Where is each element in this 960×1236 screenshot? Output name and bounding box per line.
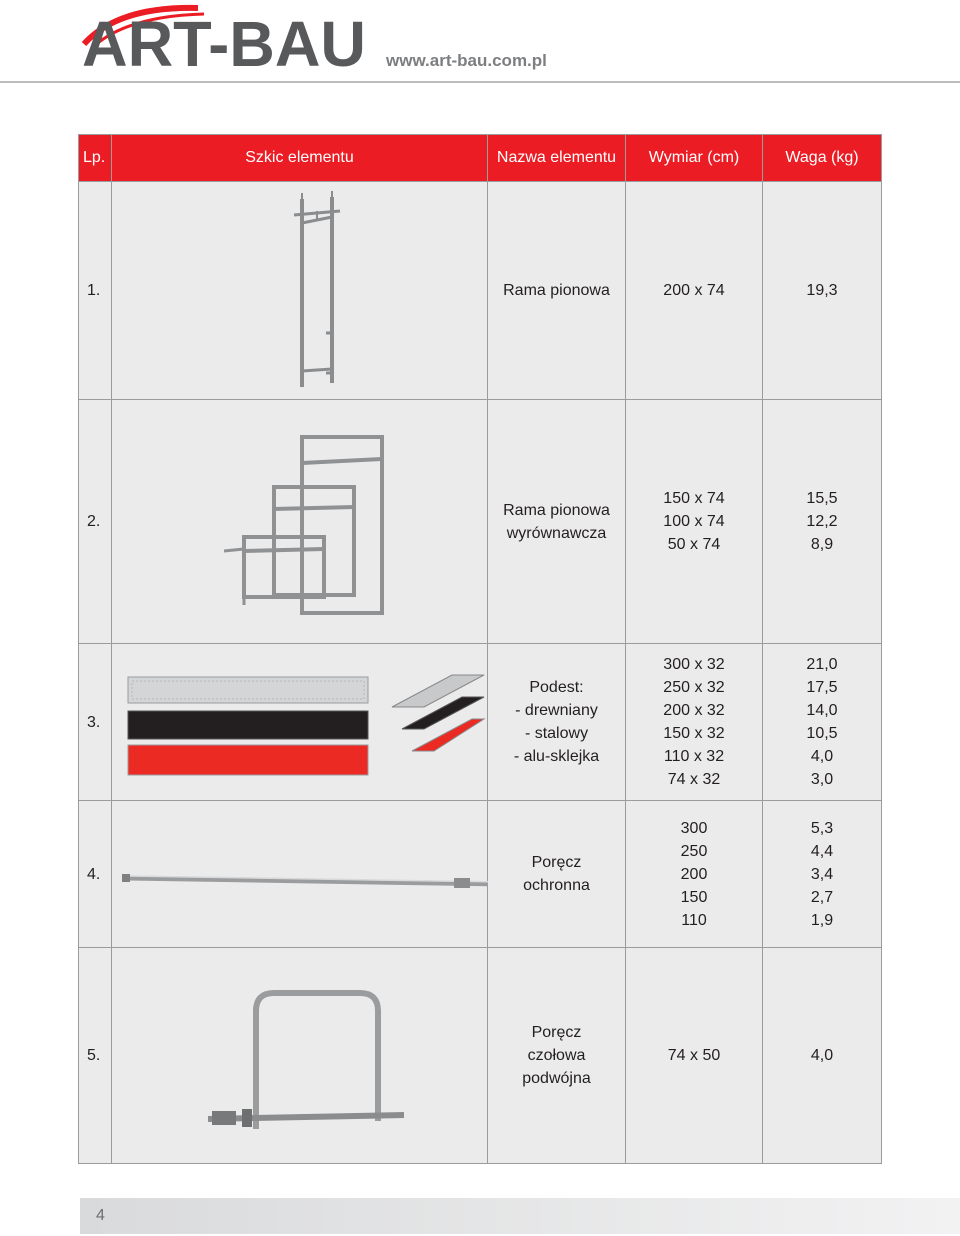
element-dims: 300 250 200 150 110	[626, 801, 763, 948]
column-header-name: Nazwa elementu	[488, 135, 626, 182]
page-header	[0, 0, 960, 82]
row-number: 4.	[79, 801, 112, 948]
element-dims: 150 x 74 100 x 74 50 x 74	[626, 400, 763, 644]
elements-table	[78, 134, 882, 1164]
table-row	[79, 644, 882, 801]
page-number: 4	[96, 1207, 105, 1224]
vertical-frame-sketch	[112, 182, 488, 400]
column-header-sketch: Szkic elementu	[112, 135, 488, 182]
footer-bar	[80, 1198, 960, 1234]
element-weight: 15,5 12,2 8,9	[763, 400, 882, 644]
column-header-weight: Waga (kg)	[763, 135, 882, 182]
table-row	[79, 948, 882, 1164]
row-number: 3.	[79, 644, 112, 801]
row-number: 1.	[79, 182, 112, 400]
row-number: 5.	[79, 948, 112, 1164]
table-header-row	[79, 135, 882, 182]
art-bau-logo	[78, 4, 368, 70]
element-name: Podest: - drewniany - stalowy - alu-sklejka	[488, 644, 626, 801]
element-name: Rama pionowa wyrównawcza	[488, 400, 626, 644]
header-divider	[0, 81, 960, 83]
row-number: 2.	[79, 400, 112, 644]
platform-sketch	[112, 644, 488, 801]
website-url[interactable]: www.art-bau.com.pl	[386, 51, 547, 70]
table-row	[79, 182, 882, 400]
element-dims: 200 x 74	[626, 182, 763, 400]
double-end-guardrail-sketch	[112, 948, 488, 1164]
element-weight: 5,3 4,4 3,4 2,7 1,9	[763, 801, 882, 948]
element-dims: 74 x 50	[626, 948, 763, 1164]
element-weight: 4,0	[763, 948, 882, 1164]
element-weight: 21,0 17,5 14,0 10,5 4,0 3,0	[763, 644, 882, 801]
column-header-dims: Wymiar (cm)	[626, 135, 763, 182]
column-header-lp: Lp.	[79, 135, 112, 182]
table-row	[79, 400, 882, 644]
svg-text:ART-BAU: ART-BAU	[82, 8, 366, 70]
element-weight: 19,3	[763, 182, 882, 400]
guardrail-sketch	[112, 801, 488, 948]
table-row	[79, 801, 882, 948]
element-name: Poręcz ochronna	[488, 801, 626, 948]
leveling-frame-sketch	[112, 400, 488, 644]
element-name: Rama pionowa	[488, 182, 626, 400]
element-name: Poręcz czołowa podwójna	[488, 948, 626, 1164]
element-dims: 300 x 32 250 x 32 200 x 32 150 x 32 110 x 32 74 x 32	[626, 644, 763, 801]
